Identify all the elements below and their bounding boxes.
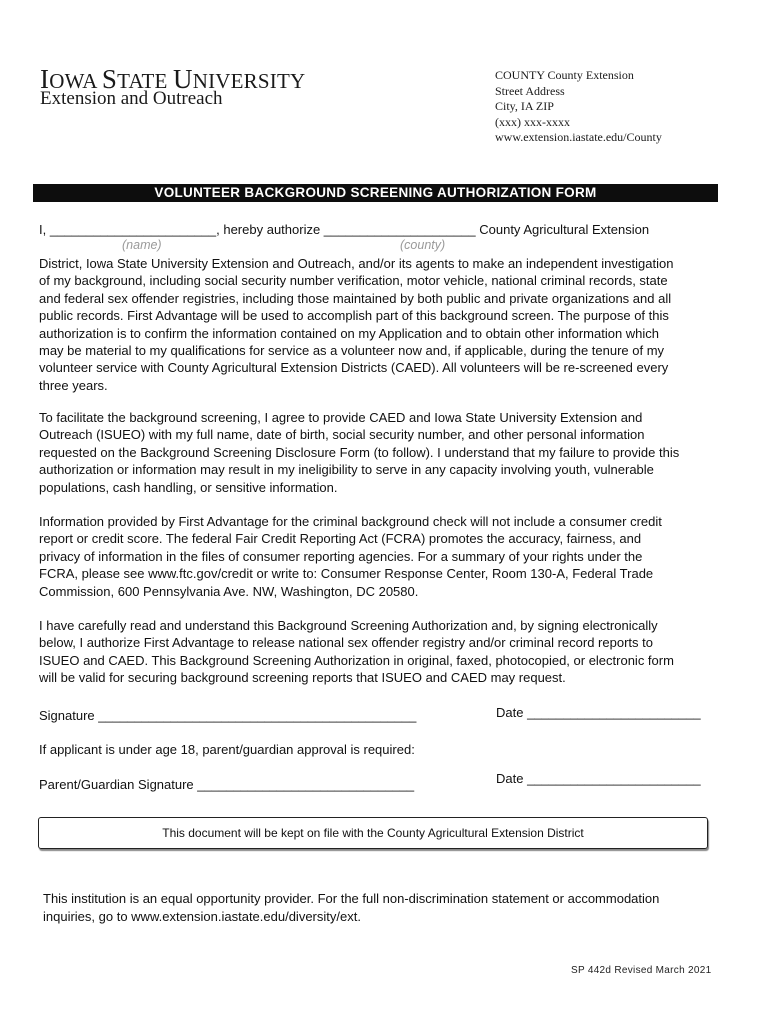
name-field-hint: (name)	[122, 238, 162, 252]
county-address-block	[495, 68, 662, 146]
logo-word: OWA	[49, 69, 102, 93]
statement-line: inquiries, go to www.extension.iastate.edu/diversity/ext.	[43, 908, 361, 924]
signature-field[interactable]: Signature ____________________________________________	[39, 708, 417, 723]
paragraph-authorization	[39, 255, 729, 394]
paragraph-line: District, Iowa State University Extension and Outreach, and/or its agents to make an independent investigation	[39, 256, 674, 271]
paragraph-line: I have carefully read and understand this Background Screening Authorization and, by signing electronically	[39, 618, 658, 633]
date-field-applicant[interactable]: Date ________________________	[496, 705, 701, 720]
form-title: VOLUNTEER BACKGROUND SCREENING AUTHORIZATION FORM	[33, 184, 718, 202]
paragraph-consent	[39, 617, 729, 687]
county-field-hint: (county)	[400, 238, 446, 252]
paragraph-line: public records. First Advantage will be used to accomplish part of this background screen. The purpose of this	[39, 308, 669, 324]
logo-subtitle: Extension and Outreach	[40, 88, 223, 109]
paragraph-fcra	[39, 513, 729, 600]
statement-line: This institution is an equal opportunity provider. For the full non-discrimination statement or accommodation	[43, 891, 660, 906]
county-name: COUNTY County Extension	[495, 68, 634, 82]
document-code: SP 442d Revised March 2021	[571, 965, 712, 976]
street-address: Street Address	[495, 83, 565, 98]
paragraph-line: Information provided by First Advantage for the criminal background check will not include a consumer credit	[39, 514, 662, 529]
paragraph-line: populations, cash handling, or sensitive information.	[39, 479, 338, 495]
paragraph-line: privacy of information in the files of consumer reporting agencies. For a summary of your rights under the	[39, 548, 643, 564]
paragraph-line: below, I authorize First Advantage to release national sex offender registry and/or criminal record reports to	[39, 635, 653, 651]
paragraph-line: authorization is to confirm the information contained on my Application and to obtain other information which	[39, 325, 660, 341]
paragraph-line: Outreach (ISUEO) with my full name, date of birth, social security number, and other personal information	[39, 427, 645, 443]
authorization-intro-line[interactable]: I, _______________________, hereby authorize _____________________ County Agricultural Extension	[39, 222, 650, 237]
paragraph-line: To facilitate the background screening, I agree to provide CAED and Iowa State University Extension and	[39, 410, 643, 425]
logo-letter: I	[40, 64, 50, 94]
date-field-guardian[interactable]: Date ________________________	[496, 771, 701, 786]
minor-approval-note: If applicant is under age 18, parent/guardian approval is required:	[39, 742, 415, 757]
paragraph-line: will be valid for securing background screening reports that ISUEO and CAED may request.	[39, 670, 566, 686]
paragraph-line: requested on the Background Screening Disclosure Form (to follow). I understand that my failure to provide this	[39, 444, 680, 460]
logo-word: NIVERSITY	[192, 69, 306, 93]
logo-letter: U	[173, 64, 193, 94]
file-retention-notice: This document will be kept on file with the County Agricultural Extension District	[38, 817, 708, 849]
phone-number: (xxx) xxx-xxxx	[495, 114, 570, 129]
logo-letter: S	[101, 64, 118, 94]
city-state-zip: City, IA ZIP	[495, 99, 554, 113]
equal-opportunity-statement	[43, 890, 723, 925]
logo-word: TATE	[117, 69, 174, 93]
paragraph-line: volunteer service with County Agricultural Extension Districts (CAED). All volunteers will be re-screened every	[39, 360, 669, 376]
paragraph-line: three years.	[39, 377, 108, 393]
paragraph-line: report or credit score. The federal Fair Credit Reporting Act (FCRA) promotes the accuracy, fairness, and	[39, 531, 642, 547]
paragraph-line: authorization or information may result in my ineligibility to serve in any capacity involving youth, vulnerable	[39, 462, 654, 478]
paragraph-line: ISUEO and CAED. This Background Screening Authorization in original, faxed, photocopied, or electronic form	[39, 652, 674, 668]
guardian-signature-field[interactable]: Parent/Guardian Signature ______________________________	[39, 777, 415, 792]
paragraph-line: and federal sex offender registries, including those maintained by both public and private organizations and all	[39, 290, 672, 306]
paragraph-line: of my background, including social security number verification, motor vehicle, national criminal records, state	[39, 273, 668, 289]
paragraph-line: Commission, 600 Pennsylvania Ave. NW, Washington, DC 20580.	[39, 583, 419, 599]
paragraph-line: may be material to my qualifications for service as a volunteer now and, if applicable, during the tenure of my	[39, 343, 665, 359]
county-website[interactable]: www.extension.iastate.edu/County	[495, 130, 662, 144]
paragraph-line: FCRA, please see www.ftc.gov/credit or write to: Consumer Response Center, Room 130-A, Federal Trade	[39, 566, 654, 582]
paragraph-facilitation	[39, 409, 729, 496]
